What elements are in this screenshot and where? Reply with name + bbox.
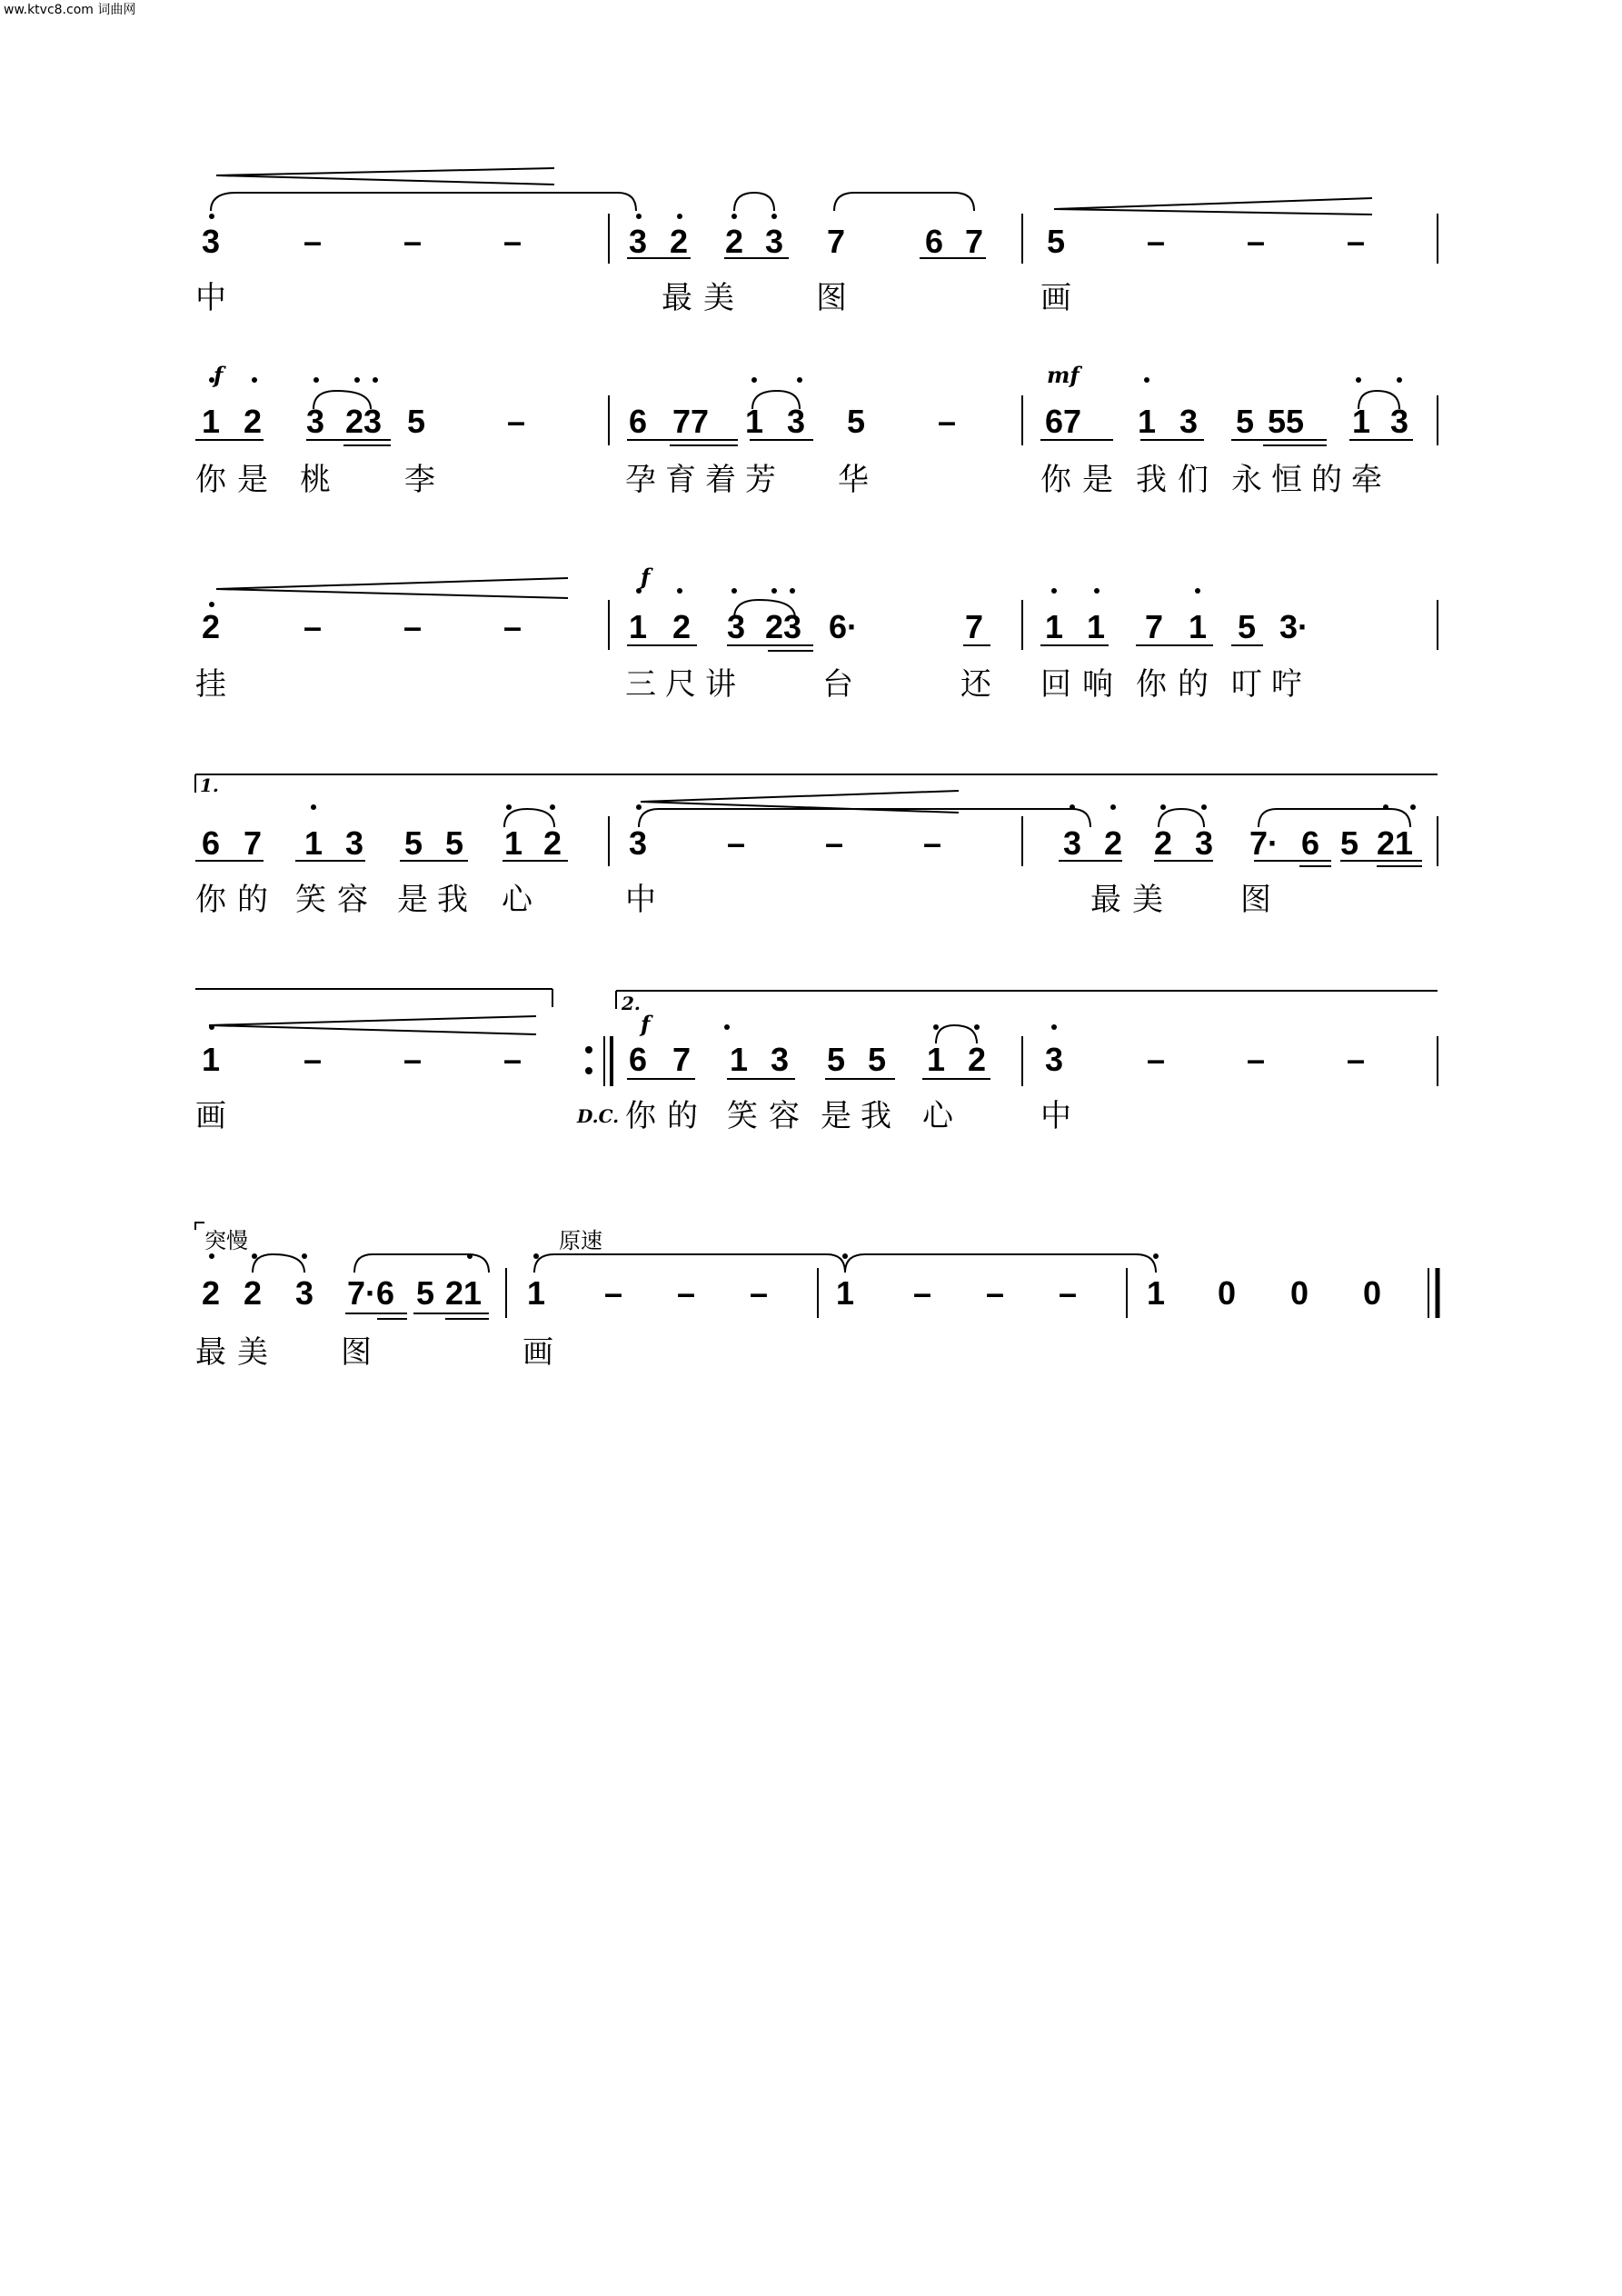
note: 1 <box>202 1041 221 1078</box>
lyric: 画 <box>522 1334 553 1371</box>
note: 6 <box>629 1041 648 1078</box>
rest: 0 <box>1218 1274 1237 1312</box>
dc-mark: D.C. <box>577 1105 620 1127</box>
note: 23 <box>345 403 383 440</box>
dash: – <box>1059 1274 1078 1312</box>
note: 5 <box>827 1041 846 1078</box>
lyric: 画 <box>195 1098 226 1134</box>
lyric: 中 <box>1040 1098 1071 1134</box>
note: 1 <box>745 403 764 440</box>
note: 3 <box>765 223 784 260</box>
note: 1 <box>1138 403 1157 440</box>
note: 1 <box>629 608 648 645</box>
lyric: 最美 <box>1090 882 1174 918</box>
note: 5 <box>1047 223 1066 260</box>
note: 5 <box>847 403 866 440</box>
note: 5 <box>416 1274 435 1312</box>
note: 1 <box>927 1041 946 1078</box>
note: 5 <box>1238 608 1257 645</box>
note: 2 <box>725 223 744 260</box>
lyric: 图 <box>816 280 847 316</box>
dash: – <box>1247 1041 1266 1078</box>
volta-2-label: 2. <box>622 993 641 1014</box>
note: 67 <box>1045 403 1082 440</box>
dash: – <box>503 223 522 260</box>
lyric: 挂 <box>195 666 226 703</box>
note: 2 <box>244 403 263 440</box>
dash: – <box>1247 223 1266 260</box>
note: 3 <box>1179 403 1199 440</box>
lyric: 心 <box>922 1098 953 1134</box>
lyric: 心 <box>502 882 532 918</box>
lyric: 笑容 <box>727 1098 811 1134</box>
lyric: 你的 <box>195 882 279 918</box>
dynamic-mark: f <box>214 362 224 388</box>
dash: – <box>1347 223 1366 260</box>
note: 7 <box>244 824 263 862</box>
note: 2 <box>543 824 562 862</box>
note: 1 <box>1147 1274 1166 1312</box>
dash: – <box>1147 223 1166 260</box>
lyric: 中 <box>195 280 226 316</box>
lyric: 你是 <box>195 462 279 498</box>
note: 2 <box>968 1041 987 1078</box>
dash: – <box>304 1041 323 1078</box>
note: 5 <box>445 824 464 862</box>
note: 1 <box>1045 608 1064 645</box>
dash: – <box>503 1041 522 1078</box>
note: 3 <box>1195 824 1214 862</box>
tempo-mark: 突慢 <box>204 1228 248 1253</box>
note: 1 <box>1189 608 1208 645</box>
dash: – <box>403 608 423 645</box>
note: 6 <box>202 824 221 862</box>
lyric: 桃 <box>300 462 331 498</box>
lyric: 最美 <box>662 280 745 316</box>
note: 3 <box>202 223 221 260</box>
dash: – <box>938 403 957 440</box>
dash: – <box>677 1274 696 1312</box>
note: 5 <box>1340 824 1359 862</box>
note: 1 <box>730 1041 749 1078</box>
note: 21 <box>445 1274 483 1312</box>
note: 3 <box>629 824 648 862</box>
note: 7 <box>672 1041 692 1078</box>
note: 7 <box>1145 608 1164 645</box>
note: 3 <box>1045 1041 1064 1078</box>
dash: – <box>1147 1041 1166 1078</box>
volta-1-label: 1. <box>200 774 219 796</box>
lyric: 笑容 <box>295 882 379 918</box>
lyric: 李 <box>404 462 435 498</box>
note: 5 <box>868 1041 887 1078</box>
lyric: 叮咛 <box>1231 666 1311 703</box>
note: 1 <box>1087 608 1106 645</box>
note: 1 <box>304 824 323 862</box>
dash: – <box>727 824 746 862</box>
lyric: 图 <box>341 1334 372 1371</box>
note: 55 <box>1268 403 1305 440</box>
dash: – <box>825 824 844 862</box>
dynamic-mark: mf <box>1047 362 1080 388</box>
rest: 0 <box>1363 1274 1382 1312</box>
note: 1 <box>527 1274 546 1312</box>
note: 3 <box>1063 824 1082 862</box>
lyric: 是我 <box>397 882 477 918</box>
note: 23 <box>765 608 802 645</box>
note: 2 <box>672 608 692 645</box>
lyric: 是我 <box>821 1098 901 1134</box>
note: 1 <box>1352 403 1371 440</box>
note: 3 <box>345 824 364 862</box>
note: 3 <box>727 608 746 645</box>
lyric: 你的 <box>625 1098 709 1134</box>
note: 6 <box>925 223 944 260</box>
note: 7·6 <box>347 1274 395 1312</box>
tempo-mark: 原速 <box>559 1228 602 1253</box>
dash: – <box>403 1041 423 1078</box>
dash: – <box>913 1274 932 1312</box>
note: 6· <box>829 608 859 645</box>
note: 2 <box>244 1274 263 1312</box>
dash: – <box>503 608 522 645</box>
note: 3 <box>306 403 325 440</box>
note: 7 <box>827 223 846 260</box>
lyric: 永恒的牵 <box>1231 462 1391 498</box>
note: 7 <box>965 223 984 260</box>
dash: – <box>986 1274 1005 1312</box>
note: 3 <box>629 223 648 260</box>
lyric: 中 <box>625 882 656 918</box>
dash: – <box>304 223 323 260</box>
note: 2 <box>202 1274 221 1312</box>
lyric: 三尺讲 <box>625 666 745 703</box>
dash: – <box>923 824 942 862</box>
dash: – <box>604 1274 623 1312</box>
note: 3· <box>1279 608 1309 645</box>
lyric: 我们 <box>1136 462 1219 498</box>
note: 3 <box>1390 403 1409 440</box>
lyric: 还 <box>960 666 991 703</box>
lyric: 回响 <box>1040 666 1124 703</box>
dynamic-mark: f <box>641 564 651 590</box>
lyric: 台 <box>822 666 853 703</box>
note: 1 <box>202 403 221 440</box>
note: 5 <box>404 824 423 862</box>
lyric: 图 <box>1240 882 1271 918</box>
dash: – <box>507 403 526 440</box>
lyric: 画 <box>1040 280 1071 316</box>
lyric: 你的 <box>1136 666 1219 703</box>
note: 3 <box>787 403 806 440</box>
dash: – <box>403 223 423 260</box>
note: 3 <box>771 1041 790 1078</box>
note: 3 <box>295 1274 314 1312</box>
lyric: 孕育着芳 <box>625 462 785 498</box>
dash: – <box>1347 1041 1366 1078</box>
lyric: 华 <box>838 462 869 498</box>
dash: – <box>750 1274 769 1312</box>
dash: – <box>304 608 323 645</box>
note: 77 <box>672 403 710 440</box>
note: 7· <box>1249 824 1279 862</box>
note: 6 <box>629 403 648 440</box>
note: 1 <box>836 1274 855 1312</box>
note: 6 <box>1301 824 1320 862</box>
note: 21 <box>1377 824 1414 862</box>
site-watermark: ww.ktvc8.com 词曲网 <box>4 3 136 17</box>
note: 2 <box>202 608 221 645</box>
note: 2 <box>1154 824 1173 862</box>
note: 7 <box>965 608 984 645</box>
dynamic-mark: f <box>641 1011 651 1037</box>
note: 2 <box>670 223 689 260</box>
lyric: 你是 <box>1040 462 1124 498</box>
note: 1 <box>504 824 523 862</box>
note: 5 <box>1236 403 1255 440</box>
note: 5 <box>407 403 426 440</box>
lyric: 最美 <box>195 1334 279 1371</box>
note: 2 <box>1104 824 1123 862</box>
rest: 0 <box>1290 1274 1309 1312</box>
